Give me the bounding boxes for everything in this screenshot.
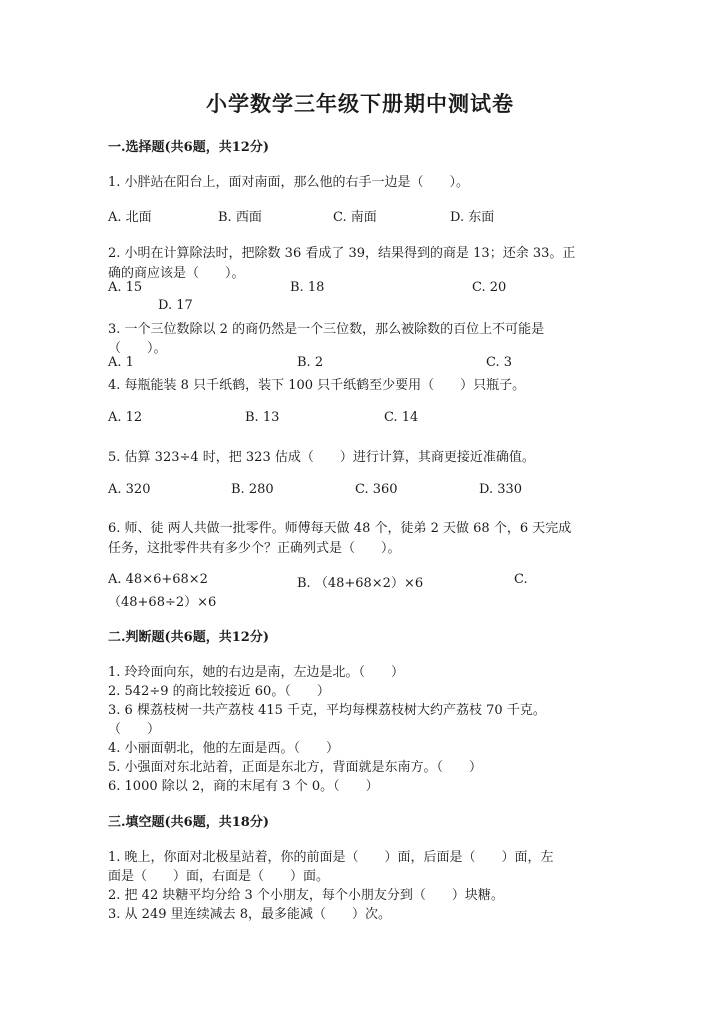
question-3-line-2: （ ）。 (108, 341, 167, 356)
question-2-line-2: 确的商应该是（ ）。 (108, 266, 245, 281)
q6-option-c-label: C. (514, 572, 528, 587)
question-1-text: 1. 小胖站在阳台上，面对南面，那么他的右手一边是（ ）。 (108, 175, 470, 190)
q2-option-b: B. 18 (290, 280, 325, 295)
q2-option-c: C. 20 (472, 280, 507, 295)
q5-option-c: C. 360 (355, 482, 398, 497)
q1-option-c: C. 南面 (333, 210, 377, 225)
question-3-line-1: 3. 一个三位数除以 2 的商仍然是一个三位数，那么被除数的百位上不可能是 (108, 322, 545, 337)
q1-option-a: A. 北面 (108, 210, 152, 225)
q1-option-d: D. 东面 (450, 210, 495, 225)
q2-option-a: A. 15 (108, 280, 143, 295)
fill-line-3: 2. 把 42 块糖平均分给 3 个小朋友，每个小朋友分到（ ）块糖。 (108, 888, 504, 903)
q3-option-b: B. 2 (297, 355, 324, 370)
q1-option-b: B. 西面 (218, 210, 262, 225)
section-heading-choice: 一.选择题(共6题，共12分) (108, 140, 269, 155)
fill-line-4: 3. 从 249 里连续减去 8，最多能减（ ）次。 (108, 907, 392, 922)
q6-option-c-text: （48+68÷2）×6 (108, 595, 217, 610)
judgment-line-3: 3. 6 棵荔枝树一共产荔枝 415 千克，平均每棵荔枝树大约产荔枝 70 千克。 (108, 703, 546, 718)
q4-option-b: B. 13 (245, 410, 280, 425)
question-4-text: 4. 每瓶能装 8 只千纸鹤，装下 100 只千纸鹤至少要用（ ）只瓶子。 (108, 378, 526, 393)
q3-option-a: A. 1 (108, 355, 134, 370)
judgment-line-5: 4. 小丽面朝北，他的左面是西。（ ） (108, 741, 340, 756)
question-6-line-1: 6. 师、徒 两人共做一批零件。师傅每天做 48 个，徒弟 2 天做 68 个，6 天完成 (108, 521, 572, 536)
fill-line-1: 1. 晚上，你面对北极星站着，你的前面是（ ）面，后面是（ ）面，左 (108, 850, 554, 865)
section-heading-fill: 三.填空题(共6题，共18分) (108, 815, 269, 830)
q4-option-c: C. 14 (384, 410, 419, 425)
q5-option-a: A. 320 (108, 482, 151, 497)
judgment-line-6: 5. 小强面对东北站着，正面是东北方，背面就是东南方。（ ） (108, 760, 483, 775)
q6-option-a: A. 48×6+68×2 (108, 572, 208, 587)
question-5-text: 5. 估算 323÷4 时，把 323 估成（ ）进行计算，其商更接近准确值。 (108, 450, 535, 465)
judgment-line-4: （ ） (108, 722, 161, 737)
q2-option-d: D. 17 (158, 298, 193, 313)
question-2-line-1: 2. 小明在计算除法时，把除数 36 看成了 39，结果得到的商是 13；还余 33。正 (108, 246, 576, 261)
q4-option-a: A. 12 (108, 410, 143, 425)
fill-line-2: 面是（ ）面，右面是（ ）面。 (108, 869, 330, 884)
judgment-line-7: 6. 1000 除以 2，商的末尾有 3 个 0。（ ） (108, 779, 379, 794)
q5-option-b: B. 280 (231, 482, 274, 497)
q6-option-b: B. （48+68×2）×6 (297, 576, 424, 591)
judgment-line-1: 1. 玲玲面向东，她的右边是南，左边是北。（ ） (108, 665, 405, 680)
q3-option-c: C. 3 (486, 355, 513, 370)
judgment-line-2: 2. 542÷9 的商比较接近 60。（ ） (108, 684, 330, 699)
question-6-line-2: 任务，这批零件共有多少个？正确列式是（ ）。 (108, 541, 401, 556)
page-title: 小学数学三年级下册期中测试卷 (206, 91, 514, 116)
section-heading-judgment: 二.判断题(共6题，共12分) (108, 630, 269, 645)
q5-option-d: D. 330 (479, 482, 523, 497)
